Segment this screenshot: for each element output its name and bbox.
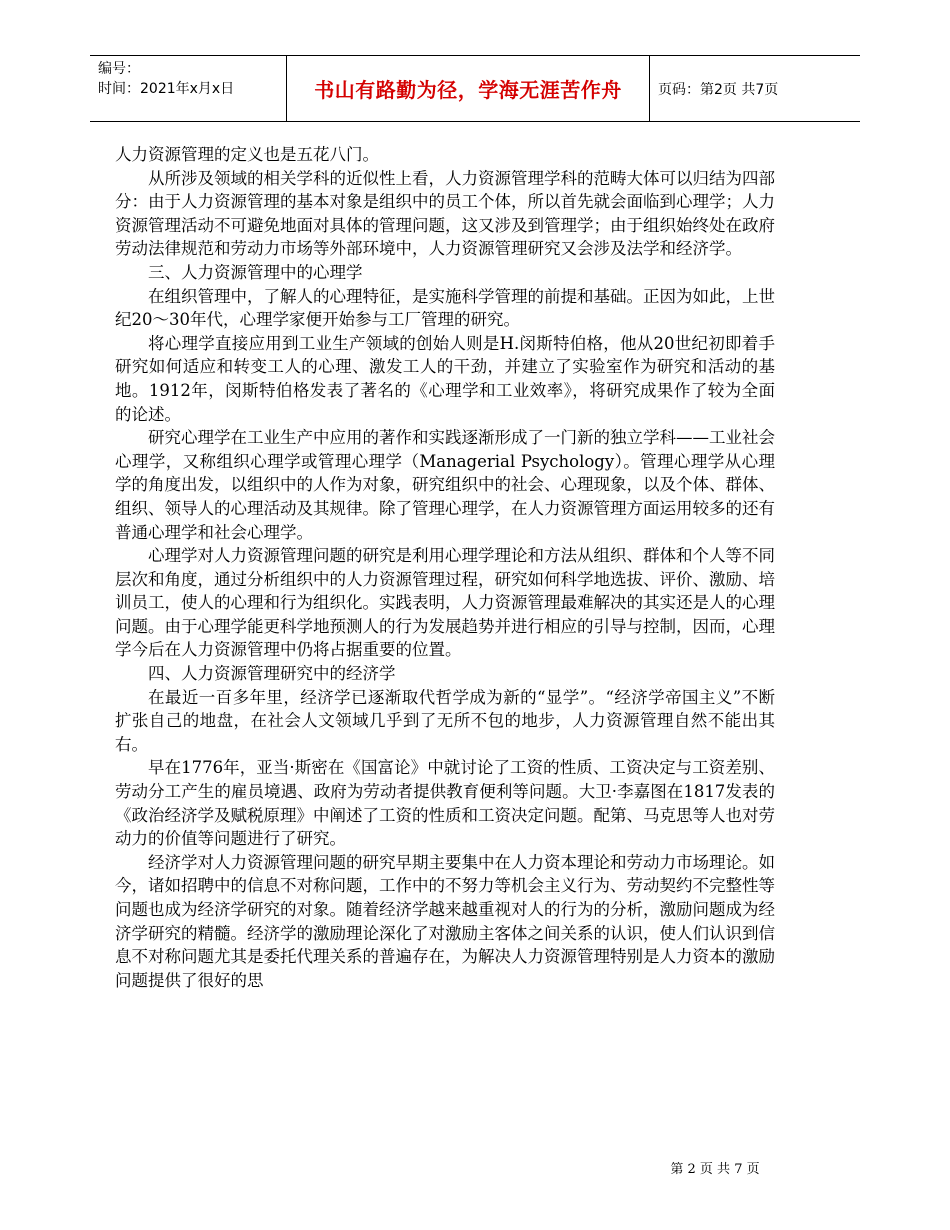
paragraph: 人力资源管理的定义也是五花八门。 [115,145,379,164]
paragraph: 将心理学直接应用到工业生产领域的创始人则是H.闵斯特伯格，他从20世纪初即着手研究如何适应和转变工人的心理、激发工人的干劲，并建立了实验室作为研究和活动的基地。1912年，闵斯特伯格发表了著名的《心理学和工业效率》，将研究成果作了较为全面的论述。 [115,333,775,424]
page-header [90,55,860,122]
document-body [115,143,775,992]
header-meta [90,56,286,121]
document-number-label: 编号： [98,61,140,77]
document-date: 时间：2021年x月x日 [98,81,235,97]
paragraph: 经济学对人力资源管理问题的研究早期主要集中在人力资本理论和劳动力市场理论。如今，诸如招聘中的信息不对称问题，工作中的不努力等机会主义行为、劳动契约不完整性等问题也成为经济学研究的对象。随着经济学越来越重视对人的行为的分析，激励问题成为经济学研究的精髓。经济学的激励理论深化了对激励主客体之间关系的认识，使人们认识到信息不对称问题尤其是委托代理关系的普遍存在，为解决人力资源管理特别是人力资本的激励问题提供了很好的思 [115,852,775,990]
header-motto: 书山有路勤为径，学海无涯苦作舟 [314,78,622,102]
section-heading-psychology: 三、人力资源管理中的心理学 [148,262,363,282]
header-page-info: 页码：第2页 共7页 [658,81,779,98]
footer-page-number: 第 2 页 共 7 页 [670,1162,760,1177]
paragraph: 在组织管理中，了解人的心理特征，是实施科学管理的前提和基础。正因为如此，上世纪20～30年代，心理学家便开始参与工厂管理的研究。 [115,286,775,330]
page-footer [0,1158,950,1177]
paragraph: 研究心理学在工业生产中应用的著作和实践逐渐形成了一门新的独立学科——工业社会心理学，又称组织心理学或管理心理学（Managerial Psychology）。管理心理学从心理学的角度出发，以组织中的人作为对象，研究组织中的社会、心理现象，以及个体、群体、组织、领导人的心理活动及其规律。除了管理心理学，在人力资源管理方面运用较多的还有普通心理学和社会心理学。 [115,428,775,542]
paragraph: 在最近一百多年里，经济学已逐渐取代哲学成为新的“显学”。“经济学帝国主义”不断扩张自己的地盘，在社会人文领域几乎到了无所不包的地步，人力资源管理自然不能出其右。 [115,687,775,754]
paragraph: 心理学对人力资源管理问题的研究是利用心理学理论和方法从组织、群体和个人等不同层次和角度，通过分析组织中的人力资源管理过程，研究如何科学地选拔、评价、激励、培训员工，使人的心理和行为组织化。实践表明，人力资源管理最难解决的其实还是人的心理问题。由于心理学能更科学地预测人的行为发展趋势并进行相应的引导与控制，因而，心理学今后在人力资源管理中仍将占据重要的位置。 [115,546,775,660]
paragraph: 从所涉及领域的相关学科的近似性上看，人力资源管理学科的范畴大体可以归结为四部分：由于人力资源管理的基本对象是组织中的员工个体，所以首先就会面临到心理学；人力资源管理活动不可避免地面对具体的管理问题，这又涉及到管理学；由于组织始终处在政府劳动法律规范和劳动力市场等外部环境中，人力资源管理研究又会涉及法学和经济学。 [115,168,775,259]
section-heading-economics: 四、人力资源管理研究中的经济学 [148,664,396,684]
header-motto-cell [286,56,650,121]
header-page-info-cell [650,56,860,121]
paragraph: 早在1776年，亚当·斯密在《国富论》中就讨论了工资的性质、工资决定与工资差别、劳动分工产生的雇员境遇、政府为劳动者提供教育便利等问题。大卫·李嘉图在1817发表的《政治经济学及赋税原理》中阐述了工资的性质和工资决定问题。配第、马克思等人也对劳动力的价值等问题进行了研究。 [115,758,775,849]
